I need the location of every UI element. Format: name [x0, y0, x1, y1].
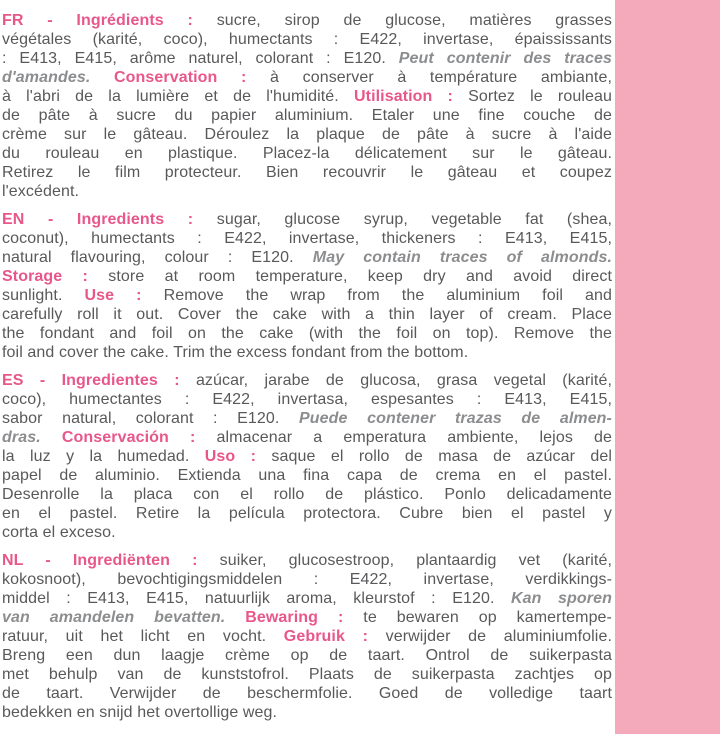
body-text: met behulp van de kunststofrol. Plaats de suikerpasta zachtjes op — [2, 666, 612, 683]
allergen-note: Peut contenir des traces — [398, 50, 612, 67]
body-text: sugar, glucose syrup, vegetable fat (shea, — [216, 211, 612, 228]
text-line — [2, 551, 612, 570]
text-line — [2, 523, 612, 542]
body-text: natural flavouring, colour : E120. — [2, 249, 313, 266]
allergen-note: May contain traces of almonds. — [312, 249, 613, 266]
section-label: Storage : — [2, 268, 109, 285]
text-line — [2, 125, 612, 144]
section-label: EN - Ingredients : — [2, 211, 217, 228]
text-line — [2, 371, 612, 390]
text-line — [2, 485, 612, 504]
text-line — [2, 248, 612, 267]
text-line — [2, 182, 612, 201]
section-label: Uso : — [204, 448, 272, 465]
body-text: sucre, sirop de glucose, matières grasses — [216, 12, 613, 29]
allergen-note: van amandelen bevatten. — [2, 609, 246, 626]
text-line — [2, 703, 612, 722]
body-text: : E413, E415, arôme naturel, colorant : E120. — [2, 50, 399, 67]
body-text: foil and cover the cake. Trim the excess fondant from the bottom. — [2, 344, 469, 361]
body-text: à l'abri de la lumière et de l'humidité. — [2, 88, 354, 105]
body-text: de taart. Verwijder de beschermfolie. Goed de volledige taart — [2, 685, 612, 702]
allergen-note: d'amandes. — [2, 69, 114, 86]
text-line — [2, 305, 612, 324]
body-text: la luz y la humedad. — [2, 448, 205, 465]
body-text: coco), humectantes : E422, invertasa, espesantes : E413, E415, — [2, 391, 612, 408]
text-line — [2, 428, 612, 447]
text-line — [2, 267, 612, 286]
text-line — [2, 87, 612, 106]
body-text: saque el rollo de masa de azúcar del — [271, 448, 612, 465]
body-text: corta el exceso. — [2, 524, 116, 541]
section-label: ES - Ingredientes : — [2, 372, 196, 389]
pink-side-panel — [615, 0, 720, 734]
text-line — [2, 589, 612, 608]
section-label: Utilisation : — [353, 88, 469, 105]
text-line — [2, 665, 612, 684]
ingredients-text-column — [2, 11, 612, 722]
allergen-note: dras. — [2, 429, 62, 446]
ingredients-section-fr — [2, 11, 612, 201]
text-line — [2, 684, 612, 703]
text-line — [2, 390, 612, 409]
text-line — [2, 11, 612, 30]
body-text: suiker, glucosestroop, plantaardig vet (karité, — [219, 552, 612, 569]
body-text: à conserver à température ambiante, — [270, 69, 613, 86]
section-label: Bewaring : — [245, 609, 364, 626]
body-text: en el pastel. Retire la película protectora. Cubre bien el pastel y — [2, 505, 612, 522]
text-line — [2, 324, 612, 343]
text-line — [2, 49, 612, 68]
allergen-note: Kan sporen — [511, 590, 612, 607]
body-text: middel : E413, E415, natuurlijk aroma, kleurstof : E120. — [2, 590, 512, 607]
text-line — [2, 210, 612, 229]
body-text: Retirez le film protecteur. Bien recouvrir le gâteau et coupez — [2, 164, 612, 181]
body-text: the fondant and foil on the cake (with the foil on top). Remove the — [2, 325, 612, 342]
section-label: Conservation : — [113, 69, 271, 86]
body-text: kokosnoot), bevochtigingsmiddelen : E422, invertase, verdikkings- — [2, 571, 612, 588]
body-text: de pâte à sucre du papier aluminium. Etaler une fine couche de — [2, 107, 612, 124]
body-text: l'excédent. — [2, 183, 80, 200]
body-text: du rouleau en plastique. Placez-la délicatement sur le gâteau. — [2, 145, 612, 162]
ingredients-section-es — [2, 371, 612, 542]
allergen-note: Puede contener trazas de almen- — [299, 410, 612, 427]
text-line — [2, 68, 612, 87]
section-label: Conservación : — [61, 429, 217, 446]
body-text: store at room temperature, keep dry and avoid direct — [108, 268, 612, 285]
body-text: ratuur, uit het licht en vocht. — [2, 628, 284, 645]
section-label: NL - Ingrediënten : — [2, 552, 220, 569]
text-line — [2, 570, 612, 589]
section-label: FR - Ingrédients : — [2, 12, 217, 29]
body-text: azúcar, jarabe de glucosa, grasa vegetal (karité, — [195, 372, 612, 389]
body-text: sunlight. — [2, 287, 85, 304]
ingredients-section-en — [2, 210, 612, 362]
text-line — [2, 504, 612, 523]
text-line — [2, 466, 612, 485]
body-text: Breng een dun laagje crème op de taart. Ontrol de suikerpasta — [2, 647, 612, 664]
text-line — [2, 229, 612, 248]
text-line — [2, 106, 612, 125]
body-text: te bewaren op kamertempe- — [363, 609, 612, 626]
body-text: verwijder de aluminiumfolie. — [385, 628, 612, 645]
body-text: coconut), humectants : E422, invertase, thickeners : E413, E415, — [2, 230, 612, 247]
section-label: Gebruik : — [283, 628, 386, 645]
body-text: bedekken en snijd het overtollige weg. — [2, 704, 278, 721]
text-line — [2, 447, 612, 466]
body-text: sabor natural, colorant : E120. — [2, 410, 300, 427]
text-line — [2, 30, 612, 49]
body-text: Desenrolle la placa con el rollo de plástico. Ponlo delicadamente — [2, 486, 612, 503]
text-line — [2, 286, 612, 305]
body-text: végétales (karité, coco), humectants : E422, invertase, épaississants — [2, 31, 612, 48]
body-text: almacenar a emperatura ambiente, lejos de — [216, 429, 613, 446]
text-line — [2, 409, 612, 428]
body-text: crème sur le gâteau. Déroulez la plaque de pâte à sucre à l'aide — [2, 126, 612, 143]
body-text: carefully roll it out. Cover the cake with a thin layer of cream. Place — [2, 306, 612, 323]
text-line — [2, 343, 612, 362]
text-line — [2, 144, 612, 163]
text-line — [2, 646, 612, 665]
body-text: Sortez le rouleau — [468, 88, 612, 105]
body-text: papel de aluminio. Extienda una fina capa de crema en el pastel. — [2, 467, 612, 484]
text-line — [2, 608, 612, 627]
text-line — [2, 163, 612, 182]
ingredients-section-nl — [2, 551, 612, 722]
section-label: Use : — [84, 287, 164, 304]
body-text: Remove the wrap from the aluminium foil and — [163, 287, 612, 304]
text-line — [2, 627, 612, 646]
